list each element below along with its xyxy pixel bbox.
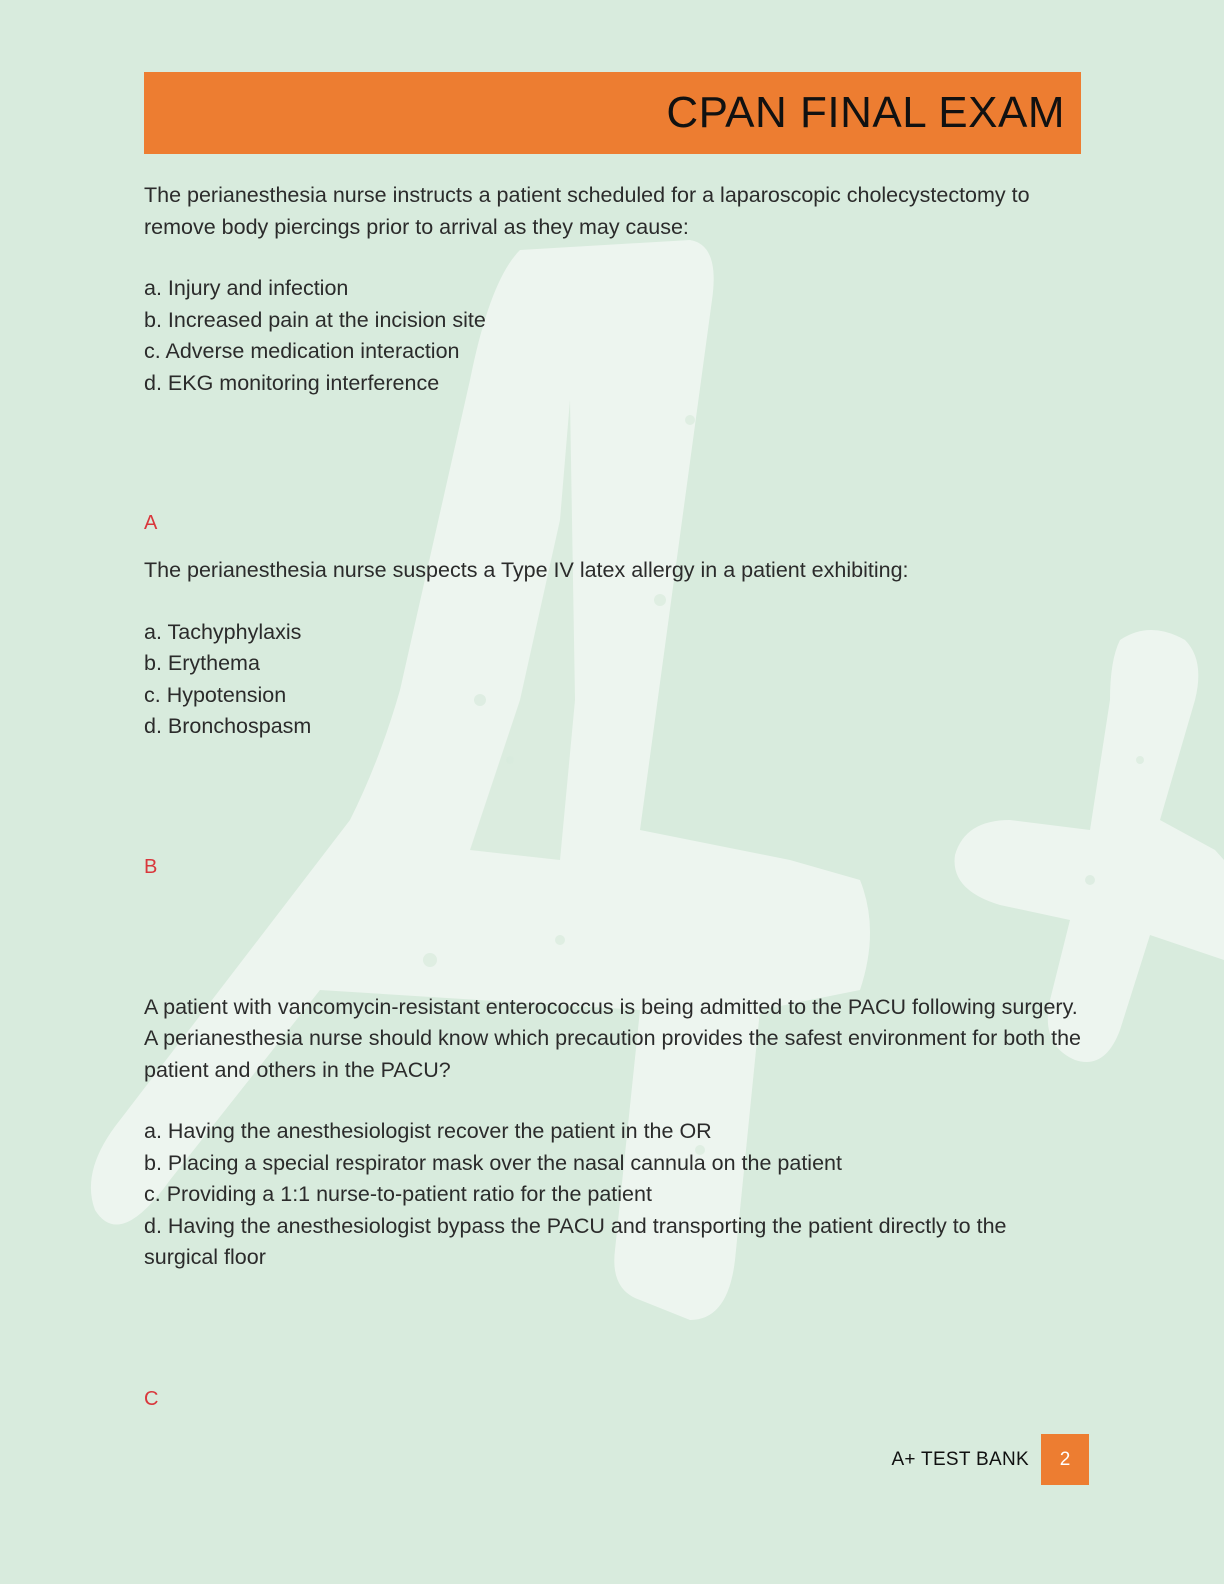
option-d: d. Bronchospasm: [144, 714, 312, 738]
option-b: b. Erythema: [144, 651, 260, 675]
question-3: [144, 992, 1084, 1414]
question-2: [144, 555, 1084, 882]
options-list: [144, 617, 1084, 743]
header-bar: [144, 72, 1081, 154]
option-a: a. Tachyphylaxis: [144, 619, 302, 644]
page-title: CPAN FINAL EXAM: [666, 88, 1065, 137]
option-a: a. Injury and infection: [144, 276, 349, 300]
option-c: c. Adverse medication interaction: [144, 339, 460, 363]
answer-key: A: [144, 512, 158, 534]
question-text: The perianesthesia nurse instructs a patient scheduled for a laparoscopic cholecystectomy to remove body piercings prior to arrival as they may cause:: [144, 183, 1030, 239]
answer-key: C: [144, 1387, 159, 1410]
page-footer: [891, 1434, 1089, 1485]
exam-content: [144, 180, 1084, 1414]
footer-label: A+ TEST BANK: [891, 1448, 1029, 1470]
options-list: [144, 1116, 1084, 1274]
options-list: [144, 273, 1084, 399]
option-d: d. EKG monitoring interference: [144, 370, 440, 395]
question-text: A patient with vancomycin-resistant enterococcus is being admitted to the PACU following surgery. A perianesthesia nurse should know which precaution provides the safest environment for both the patient and others in the PACU?: [144, 994, 1082, 1082]
option-b: b. Placing a special respirator mask over the nasal cannula on the patient: [144, 1150, 842, 1175]
answer-key: B: [144, 855, 158, 878]
option-a: a. Having the anesthesiologist recover the patient in the OR: [144, 1119, 712, 1143]
page-number: 2: [1041, 1434, 1089, 1485]
question-text: The perianesthesia nurse suspects a Type IV latex allergy in a patient exhibiting:: [144, 558, 909, 582]
option-d: d. Having the anesthesiologist bypass the PACU and transporting the patient directly to the surgical floor: [144, 1213, 1007, 1269]
question-1: [144, 180, 1084, 538]
option-c: c. Providing a 1:1 nurse-to-patient ratio for the patient: [144, 1182, 652, 1206]
option-b: b. Increased pain at the incision site: [144, 307, 486, 332]
option-c: c. Hypotension: [144, 682, 287, 707]
